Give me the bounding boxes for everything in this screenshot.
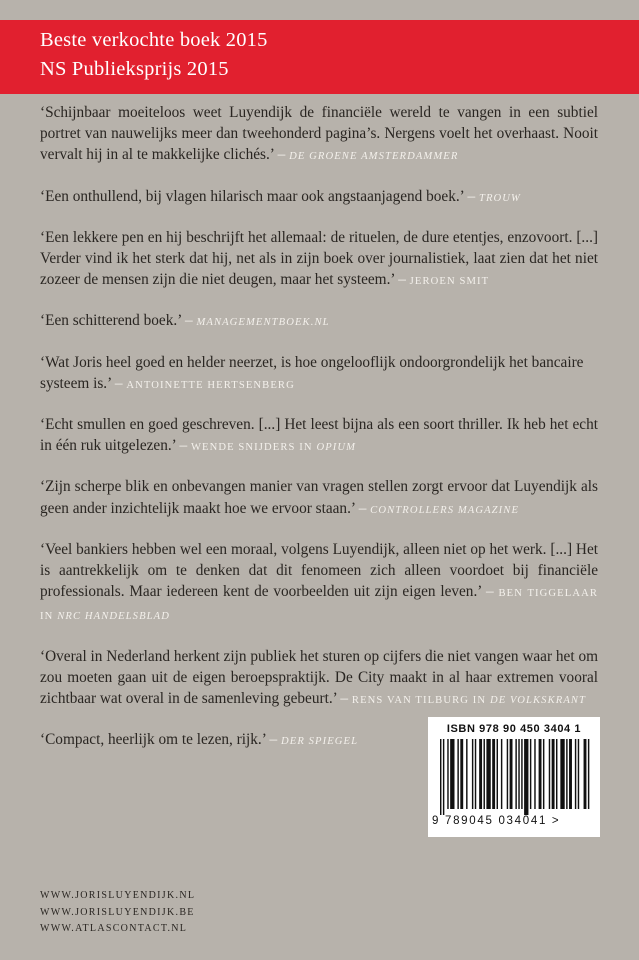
banner-award-line-1: Beste verkochte boek 2015 — [40, 29, 268, 51]
publisher-websites — [40, 888, 195, 938]
barcode-bar — [460, 739, 463, 809]
barcode-bar — [443, 739, 444, 815]
isbn-barcode — [428, 717, 600, 837]
barcode-bar — [560, 739, 564, 809]
barcode-bar — [515, 739, 516, 809]
website-link[interactable]: WWW.JORISLUYENDIJK.NL — [40, 890, 196, 901]
quote-dash: – — [481, 583, 499, 601]
quote-dash: – — [463, 187, 479, 205]
quote-text: ‘Een onthullend, bij vlagen hilarisch maar ook angstaanjagend boek.’ — [40, 187, 464, 205]
barcode-bar — [556, 739, 557, 809]
barcode-bar — [457, 739, 458, 809]
quote-text: ‘Schijnbaar moeiteloos weet Luyendijk de financiële wereld te vangen in een subtiel portret van nauwelijks meer dan tweehonderd pagina’s. Nergens voelt het overhaast. Nooit vervalt hij in al te makkelijke clichés.’ — [40, 104, 598, 164]
review-quote — [40, 102, 598, 168]
barcode-bar — [569, 739, 572, 809]
quote-source: TROUW — [478, 192, 521, 204]
quote-source: MANAGEMENTBOEK.NL — [196, 317, 330, 329]
quote-dash: – — [181, 312, 197, 330]
website-link[interactable]: WWW.ATLASCONTACT.NL — [40, 923, 188, 934]
quote-text: ‘Een lekkere pen en hij beschrijft het allemaal: de rituelen, de dure etentjes, enzovoort. [...] Verder vind ik het sterk dat hij, net als in zijn boek over journalistiek, laat zien dat het niet zozeer de mensen zijn die niet deugen, maar het systeem.’ — [40, 228, 598, 289]
quote-dash: – — [273, 146, 290, 164]
quote-source: JEROEN SMIT — [409, 276, 490, 288]
review-quote — [40, 310, 598, 333]
barcode-bar — [475, 739, 476, 809]
review-quote — [40, 414, 598, 458]
barcode-bar — [584, 739, 587, 809]
barcode-bar — [497, 739, 498, 809]
barcode-bar — [450, 739, 454, 809]
quote-text: ‘Compact, heerlijk om te lezen, rijk.’ — [40, 731, 266, 749]
header-banner — [0, 20, 639, 94]
barcode-digits: 9 789045 034041 > — [432, 815, 561, 827]
quote-source-publication: CONTROLLERS MAGAZINE — [370, 504, 520, 516]
barcode-bar — [549, 739, 550, 809]
barcode-bar — [588, 739, 589, 809]
review-quotes — [40, 102, 598, 770]
barcode-bar — [534, 739, 535, 809]
barcode-bar — [440, 739, 441, 815]
quote-text: ‘Zijn scherpe blik en onbevangen manier van vragen stellen zorgt ervoor dat Luyendijk als geen ander inzichtelijk maakt hoe we ervoor staan.’ — [40, 478, 598, 517]
quote-dash: – — [111, 374, 127, 392]
review-quote — [40, 186, 598, 209]
quote-text: ‘Wat Joris heel goed en helder neerzet, is hoe ongelooflijk ondoorgrondelijk het bancaire systeem is.’ — [40, 353, 584, 392]
barcode-bar — [578, 739, 579, 809]
review-quote — [40, 352, 598, 396]
barcode-bar — [521, 739, 522, 809]
barcode-bar — [466, 739, 467, 809]
quote-source: ANTOINETTE HERTSENBERG — [126, 379, 295, 391]
barcode-bar — [539, 739, 542, 809]
quote-source-publication: NRC HANDELSBLAD — [57, 611, 170, 623]
barcode-bar — [486, 739, 490, 809]
barcode-bars — [436, 739, 592, 815]
quote-source-publication: DE VOLKSKRANT — [489, 695, 587, 707]
review-quote — [40, 539, 598, 628]
review-quote — [40, 227, 598, 293]
quote-dash: – — [354, 499, 371, 517]
quote-dash: – — [265, 731, 281, 749]
barcode-bar — [507, 739, 508, 809]
barcode-bar — [492, 739, 495, 809]
barcode-bar — [524, 739, 528, 815]
quote-source: BEN TIGGELAAR IN — [40, 588, 598, 623]
barcode-bar — [479, 739, 482, 809]
quote-text: ‘Echt smullen en goed geschreven. [...] Het leest bijna als een soort thriller. Ik heb het echt in één ruk uitgelezen.’ — [40, 416, 598, 455]
website-link[interactable]: WWW.JORISLUYENDIJK.BE — [40, 906, 195, 918]
quote-source-publication: OPIUM — [316, 442, 357, 454]
isbn-label: ISBN 978 90 450 3404 1 — [446, 723, 582, 735]
barcode-bar — [484, 739, 485, 809]
quote-source: DE GROENE AMSTERDAMMER — [289, 151, 459, 163]
barcode-bar — [575, 739, 576, 809]
barcode-bar — [543, 739, 544, 809]
quote-dash: – — [175, 437, 191, 455]
quote-text: ‘Een schitterend boek.’ — [40, 312, 182, 330]
quote-source: DER SPIEGEL — [281, 736, 359, 748]
quote-text: ‘Veel bankiers hebben wel een moraal, volgens Luyendijk, alleen niet op het werk. [...] Het is aantrekkelijk om te denken dat dit fenomeen zich alleen voordoet bij financiële professionals. Maar iedereen kent de voorbeelden uit zijn eigen leven.’ — [40, 540, 598, 601]
barcode-bar — [566, 739, 567, 809]
review-quote — [40, 646, 598, 712]
quote-source: RENS VAN TILBURG IN — [351, 695, 487, 707]
barcode-bar — [530, 739, 531, 809]
quote-dash: – — [336, 690, 352, 708]
quote-source: WENDE SNIJDERS IN — [190, 442, 313, 454]
barcode-bar — [510, 739, 513, 809]
banner-award-line-2: NS Publieksprijs 2015 — [40, 58, 229, 80]
quote-text: ‘Overal in Nederland herkent zijn publiek het sturen op cijfers die niet vangen waar het om zou moeten gaan uit de eigen beroepspraktijk. De City maakt in al haar extremen vooral zichtbaar wat overal in de samenleving gebeurt.’ — [40, 647, 598, 708]
barcode-bar — [447, 739, 448, 809]
quote-dash: – — [394, 271, 410, 289]
barcode-bar — [552, 739, 555, 809]
barcode-bar — [472, 739, 473, 809]
review-quote — [40, 476, 598, 520]
barcode-bar — [501, 739, 502, 809]
barcode-bar — [518, 739, 519, 809]
